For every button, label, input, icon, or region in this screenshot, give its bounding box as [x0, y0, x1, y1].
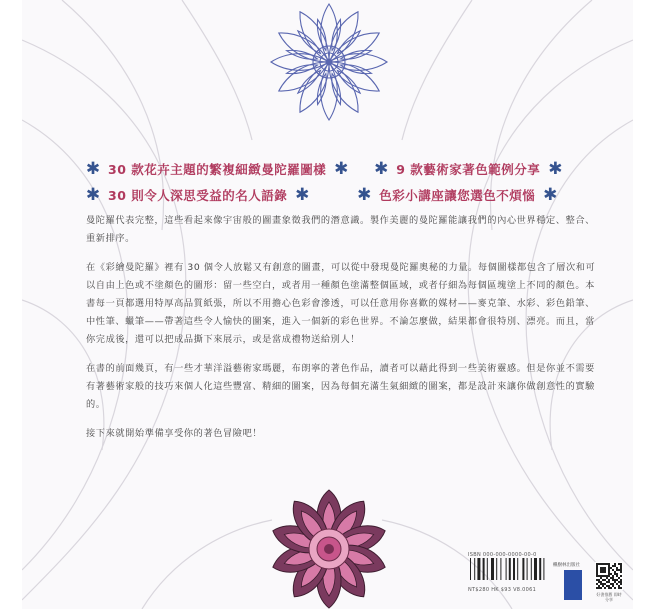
star-icon: ✱	[85, 159, 101, 179]
description-text	[86, 212, 596, 454]
publisher-name: 楓樹林出版社	[553, 563, 580, 568]
price-line: NT$280 HK $93 V8.0061	[468, 587, 537, 593]
star-icon: ✱	[548, 159, 563, 179]
feature-item: 30 則令人深思受益的名人語錄	[108, 188, 288, 203]
book-back-cover	[22, 0, 633, 609]
paragraph: 曼陀羅代表完整，這些看起來像宇宙般的圖畫象徵我們的潛意識。製作美麗的曼陀羅能讓我們的內心世界穩定、整合、重新排序。	[86, 215, 595, 244]
feature-item: 9 款藝術家著色範例分享	[396, 162, 541, 177]
isbn-block	[468, 552, 566, 584]
star-icon: ✱	[85, 185, 101, 205]
barcode	[468, 558, 566, 580]
paragraph: 接下來就開始準備享受你的著色冒險吧！	[86, 428, 263, 439]
qr-caption: 好書推薦 即時分享	[596, 592, 622, 602]
star-icon: ✱	[374, 159, 389, 179]
star-icon: ✱	[357, 185, 372, 205]
paragraph: 在《彩繪曼陀羅》裡有 30 個令人放鬆又有創意的圖畫，可以從中發現曼陀羅奧秘的力量。每個圖樣都包含了層次和可以自由上色或不塗顏色的圖形：留一些空白，或者用一種顏色塗滿整個區域，或者仔細為每個區塊塗上不同的顏色。本書每一頁都選用特厚高品質紙張，所以不用擔心色彩會滲透，可以任意用你喜歡的媒材——麥克筆、水彩、彩色鉛筆、中性筆、蠟筆——帶著這些令人愉快的圖案，進入一個新的彩色世界。不論怎麼做，結果都會很特別、漂亮。而且，當你完成後，還可以把成品撕下來展示，或是當成禮物送給別人！	[86, 262, 596, 345]
bottom-pink-mandala	[268, 488, 390, 609]
feature-row-1	[84, 156, 604, 182]
star-icon: ✱	[543, 185, 558, 205]
feature-item: 30 款花卉主題的繁複細緻曼陀羅圖樣	[108, 162, 327, 177]
qr-code	[595, 562, 623, 590]
feature-list	[84, 156, 604, 208]
publisher-logo	[564, 570, 582, 600]
isbn-number: ISBN 000-000-0000-00-0	[468, 552, 537, 558]
feature-item: 色彩小講座讓您選色不煩惱	[379, 188, 536, 203]
top-blue-mandala	[254, 0, 404, 130]
star-icon: ✱	[334, 159, 349, 179]
paragraph: 在書的前面幾頁，有一些才華洋溢藝術家瑪麗，布朗寧的著色作品，讀者可以藉此得到一些美術靈感。但是你並不需要有著藝術家般的技巧來個人化這些豐富、精細的圖案，因為每個充滿生氣細緻的圖案，都是設計來讓你做創意性的實驗的。	[86, 363, 595, 410]
star-icon: ✱	[295, 185, 310, 205]
feature-row-2	[84, 182, 604, 208]
